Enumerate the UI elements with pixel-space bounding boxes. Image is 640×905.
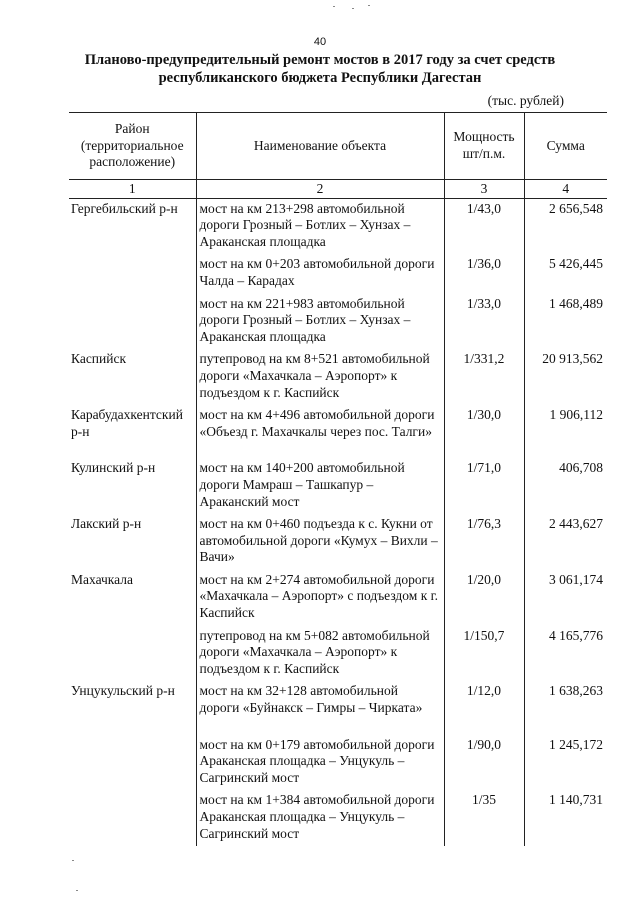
region-cell: Каспийск [71, 351, 127, 367]
header-object [196, 113, 444, 180]
region-cell [69, 294, 196, 350]
header-region [69, 113, 196, 180]
header-region-label: Район (территориальное расположение) [80, 121, 184, 170]
capacity-cell: 1/20,0 [444, 570, 524, 626]
object-cell: мост на км 0+203 автомобильной дороги Чалда – Карадах [196, 254, 444, 293]
sum-cell: 4 165,776 [524, 626, 607, 682]
header-sum [524, 113, 607, 180]
column-number: 1 [69, 180, 196, 199]
table-row [69, 570, 607, 626]
capacity-cell: 1/76,3 [444, 514, 524, 570]
column-number: 2 [196, 180, 444, 199]
object-cell: мост на км 213+298 автомобильной дороги Грозный – Ботлих – Хунзах – Араканская площадка [196, 198, 444, 254]
region-cell: Лакский р-н [71, 516, 142, 532]
table-row [69, 514, 607, 570]
header-object-label: Наименование объекта [253, 137, 387, 153]
capacity-cell: 1/30,0 [444, 405, 524, 458]
table-row [69, 790, 607, 846]
object-cell: мост на км 0+460 подъезда к с. Кукни от автомобильной дороги «Кумух – Вихли – Вачи» [196, 514, 444, 570]
sum-cell: 406,708 [524, 458, 607, 514]
sum-cell: 1 245,172 [524, 735, 607, 791]
column-number: 4 [524, 180, 607, 199]
capacity-cell: 1/150,7 [444, 626, 524, 682]
capacity-cell: 1/90,0 [444, 735, 524, 791]
region-cell [69, 735, 196, 791]
table-row [69, 294, 607, 350]
table-row [69, 735, 607, 791]
sum-cell: 1 140,731 [524, 790, 607, 846]
capacity-cell: 1/43,0 [444, 198, 524, 254]
sum-cell: 2 443,627 [524, 514, 607, 570]
page-number: 40 [313, 36, 327, 48]
column-number: 3 [444, 180, 524, 199]
object-cell: мост на км 2+274 автомобильной дороги «Махачкала – Аэропорт» с подъездом к г. Каспийск [196, 570, 444, 626]
capacity-cell: 1/71,0 [444, 458, 524, 514]
sum-cell: 3 061,174 [524, 570, 607, 626]
capacity-cell: 1/331,2 [444, 349, 524, 405]
region-cell: Махачкала [71, 571, 134, 587]
header-row [69, 113, 607, 180]
table-row [69, 681, 607, 734]
sum-cell: 1 906,112 [524, 405, 607, 458]
sum-cell: 2 656,548 [524, 198, 607, 254]
capacity-cell: 1/12,0 [444, 681, 524, 734]
table-row [69, 626, 607, 682]
sum-cell: 20 913,562 [524, 349, 607, 405]
table-row [69, 458, 607, 514]
header-capacity-label: Мощность шт/п.м. [453, 129, 515, 161]
object-cell: мост на км 4+496 автомобильной дороги «Объезд г. Махачкалы через пос. Талги» [196, 405, 444, 458]
sum-cell: 1 468,489 [524, 294, 607, 350]
table-row [69, 198, 607, 254]
header-capacity [444, 113, 524, 180]
column-number-row [69, 180, 607, 199]
object-cell: путепровод на км 8+521 автомобильной дороги «Махачкала – Аэропорт» к подъездом к г. Каспийск [196, 349, 444, 405]
region-cell [69, 254, 196, 293]
region-cell: Карабудахкентский р-н [71, 407, 183, 439]
region-cell: Унцукульский р-н [71, 683, 175, 699]
table-row [69, 405, 607, 458]
capacity-cell: 1/35 [444, 790, 524, 846]
document-title [60, 51, 580, 87]
object-cell: путепровод на км 5+082 автомобильной дороги «Махачкала – Аэропорт» к подъездом к г. Каспийск [196, 626, 444, 682]
region-cell [69, 626, 196, 682]
capacity-cell: 1/33,0 [444, 294, 524, 350]
object-cell: мост на км 140+200 автомобильной дороги Мамраш – Ташкапур – Араканский мост [196, 458, 444, 514]
capacity-cell: 1/36,0 [444, 254, 524, 293]
title-line-1: Планово-предупредительный ремонт мостов в 2017 году за счет средств [84, 52, 556, 68]
title-line-2: республиканского бюджета Республики Дагестан [158, 70, 482, 86]
region-cell: Кулинский р-н [71, 460, 156, 476]
object-cell: мост на км 0+179 автомобильной дороги Араканская площадка – Унцукуль – Сагринский мост [196, 735, 444, 791]
bridge-repair-table [69, 112, 607, 846]
units-note: (тыс. рублей) [487, 93, 564, 108]
table-row [69, 349, 607, 405]
object-cell: мост на км 1+384 автомобильной дороги Араканская площадка – Унцукуль – Сагринский мост [196, 790, 444, 846]
object-cell: мост на км 32+128 автомобильной дороги «Буйнакск – Гимры – Чирката» [196, 681, 444, 734]
sum-cell: 1 638,263 [524, 681, 607, 734]
sum-cell: 5 426,445 [524, 254, 607, 293]
region-cell [69, 790, 196, 846]
table-row [69, 254, 607, 293]
header-sum-label: Сумма [546, 137, 585, 153]
region-cell: Гергебильский р-н [71, 200, 178, 216]
object-cell: мост на км 221+983 автомобильной дороги Грозный – Ботлих – Хунзах – Араканская площадка [196, 294, 444, 350]
